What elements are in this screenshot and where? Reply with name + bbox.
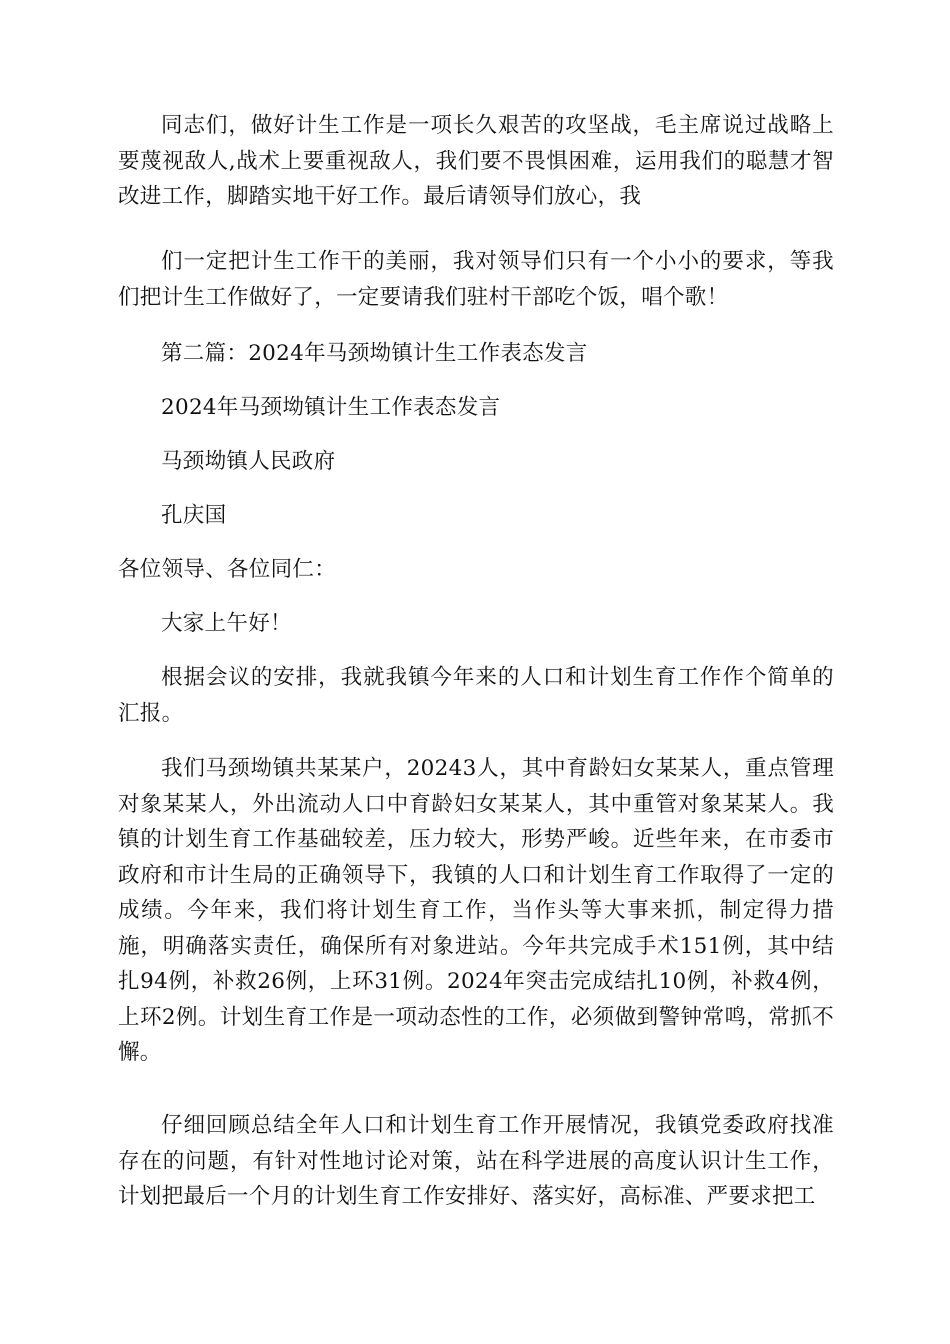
speech-organization: 马颈坳镇人民政府 (161, 449, 336, 474)
salutation: 各位领导、各位同仁： (118, 557, 337, 582)
speech-author: 孔庆国 (161, 503, 227, 528)
paragraph-town-statistics: 我们马颈坳镇共某某户，20243人，其中育龄妇女某某人，重点管理对象某某人，外出流动人口中育龄妇女某某人，其中重管对象某某人。我镇的计划生育工作基础较差，压力较大，形势严峻。近些年来，在市委市政府和市计生局的正确领导下，我镇的人口和计划生育工作取得了一定的成绩。今年来，我们将计划生育工作，当作头等大事来抓，制定得力措施，明确落实责任，确保所有对象进站。今年共完成手术151例，其中结扎94例，补救26例，上环31例。2024年突击完成结扎10例，补救4例，上环2例。计划生育工作是一项动态性的工作，必须做到警钟常鸣，常抓不懈。 (118, 756, 834, 1065)
speech-title: 2024年马颈坳镇计生工作表态发言 (161, 395, 501, 420)
paragraph-request: 们一定把计生工作干的美丽，我对领导们只有一个小小的要求，等我们把计生工作做好了，一定要请我们驻村干部吃个饭，唱个歌！ (118, 249, 834, 310)
greeting: 大家上午好！ (161, 611, 292, 636)
paragraph-introduction: 根据会议的安排，我就我镇今年来的人口和计划生育工作作个简单的汇报。 (118, 665, 834, 726)
paragraph-review: 仔细回顾总结全年人口和计划生育工作开展情况，我镇党委政府找准存在的问题，有针对性地讨论对策，站在科学进展的高度认识计生工作，计划把最后一个月的计划生育工作安排好、落实好，高标准、严要求把工 (118, 1113, 834, 1209)
paragraph-closing-remarks: 同志们，做好计生工作是一项长久艰苦的攻坚战，毛主席说过战略上要蔑视敌人,战术上要重视敌人，我们要不畏惧困难，运用我们的聪慧才智改进工作，脚踏实地干好工作。最后请领导们放心，我 (118, 113, 834, 209)
section-heading: 第二篇：2024年马颈坳镇计生工作表态发言 (161, 341, 588, 366)
